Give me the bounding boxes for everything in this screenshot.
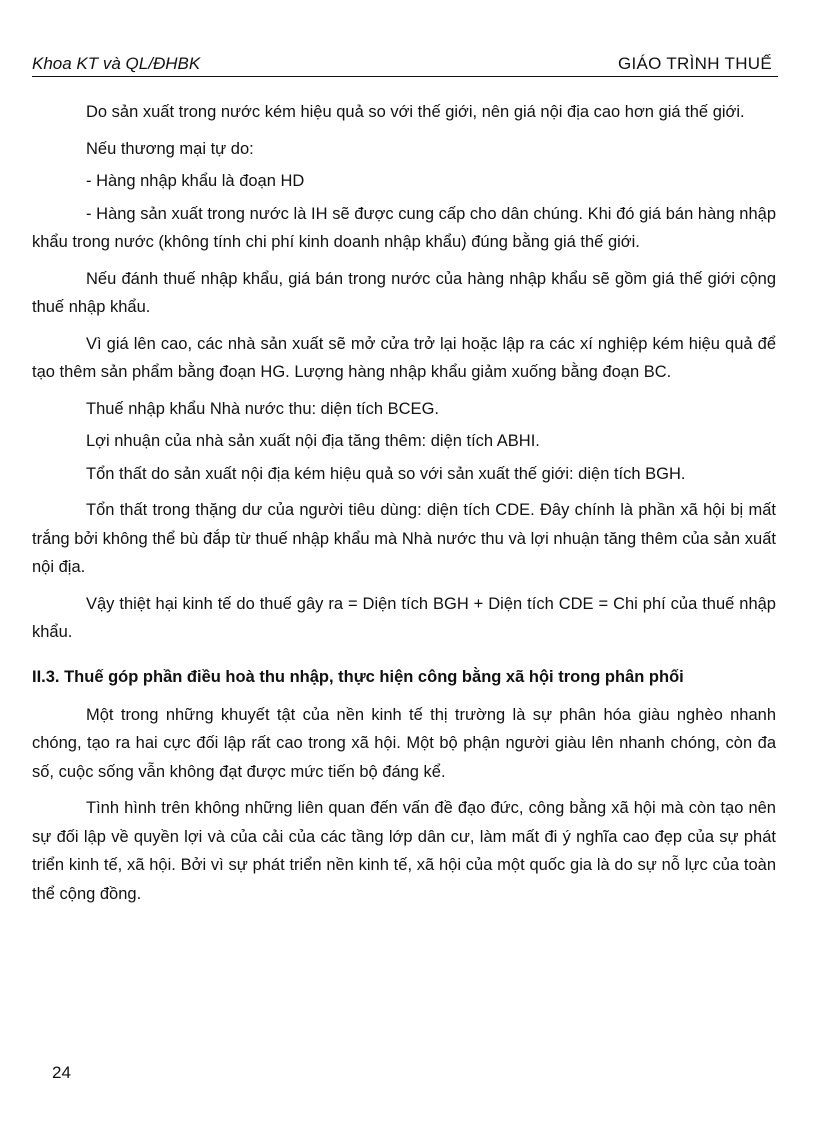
paragraph: Do sản xuất trong nước kém hiệu quả so với thế giới, nên giá nội địa cao hơn giá thế giới. [86, 103, 745, 121]
paragraph: Nếu thương mại tự do: [86, 139, 254, 158]
page-header [32, 52, 778, 77]
section-paragraph: Một trong những khuyết tật của nền kinh tế thị trường là sự phân hóa giàu nghèo nhanh chóng, tạo ra hai cực đối lập rất cao trong xã hội. Một bộ phận người giàu lên nhanh chóng, còn đa số, cuộc sống vẫn không đạt được mức tiến bộ đáng kể. [32, 705, 776, 781]
paragraph: Nếu đánh thuế nhập khẩu, giá bán trong nước của hàng nhập khẩu sẽ gồm giá thế giới cộng thuế nhập khẩu. [32, 269, 776, 316]
paragraph: - Hàng sản xuất trong nước là IH sẽ được cung cấp cho dân chúng. Khi đó giá bán hàng nhập khẩu trong nước (không tính chi phí kinh doanh nhập khẩu) đúng bằng giá thế giới. [32, 204, 776, 251]
section-heading: II.3. Thuế góp phần điều hoà thu nhập, thực hiện công bằng xã hội trong phân phối [32, 667, 684, 686]
header-faculty: Khoa KT và QL/ĐHBK [32, 54, 201, 73]
paragraph: Vậy thiệt hại kinh tế do thuế gây ra = Diện tích BGH + Diện tích CDE = Chi phí của thuế nhập khẩu. [32, 594, 776, 641]
section-paragraph: Tình hình trên không những liên quan đến vấn đề đạo đức, công bằng xã hội mà còn tạo nên sự đối lập về quyền lợi và của cải của các tầng lớp dân cư, làm mất đi ý nghĩa cao đẹp của sự phát triển kinh tế, xã hội. Bởi vì sự phát triển nền kinh tế, xã hội của một quốc gia là do sự nỗ lực của toàn thể cộng đồng. [32, 799, 776, 903]
paragraph: - Hàng nhập khẩu là đoạn HD [86, 172, 305, 190]
paragraph: Tổn thất do sản xuất nội địa kém hiệu quả so với sản xuất thế giới: diện tích BGH. [86, 464, 686, 483]
paragraph: Tổn thất trong thặng dư của người tiêu dùng: diện tích CDE. Đây chính là phần xã hội bị mất trắng bởi không thể bù đắp từ thuế nhập khẩu mà Nhà nước thu và lợi nhuận tăng thêm của sản xuất nội địa. [32, 501, 776, 576]
paragraph: Thuế nhập khẩu Nhà nước thu: diện tích BCEG. [86, 399, 439, 418]
body-text [32, 98, 776, 916]
header-book-title: GIÁO TRÌNH THUẾ [617, 54, 772, 73]
paragraph: Vì giá lên cao, các nhà sản xuất sẽ mở cửa trở lại hoặc lập ra các xí nghiệp kém hiệu quả để tạo thêm sản phẩm bằng đoạn HG. Lượng hàng nhập khẩu giảm xuống bằng đoạn BC. [32, 334, 776, 381]
paragraph: Lợi nhuận của nhà sản xuất nội địa tăng thêm: diện tích ABHI. [86, 432, 540, 450]
page-number: 24 [52, 1063, 71, 1082]
